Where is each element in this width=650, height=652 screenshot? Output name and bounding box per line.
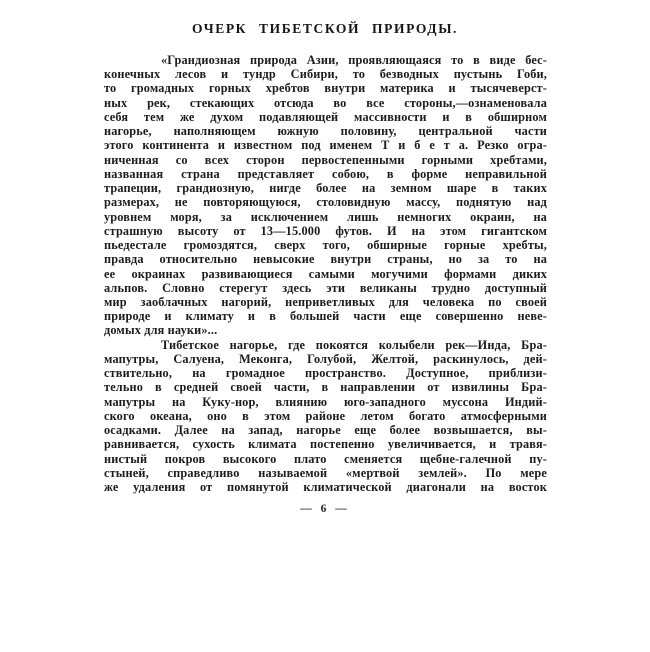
text-line: себя тем же духом подавляющей массивности и в обширном (104, 109, 547, 124)
text-line: тельно в средней своей части, в направлении от извилины Бра- (104, 380, 547, 395)
text-line: ных рек, стекающих отсюда во все стороны,—ознаменовала (104, 95, 547, 110)
text-line: уровнем моря, за исключением лишь немногих окраин, на (104, 209, 547, 224)
text-line: названная страна представляет собою, в форме неправильной (104, 166, 547, 181)
text-line: альпов. Словно стерегут здесь эти великаны трудно доступный (104, 280, 547, 295)
text-line: ниченная со всех сторон первостепенными горными хребтами, (104, 152, 547, 167)
text-line: конечных лесов и тундр Сибири, то безводных пустынь Гоби, (104, 67, 547, 82)
text-line: домых для науки»... (104, 323, 218, 338)
text-line: пьедестале громоздятся, сверх того, обширные горные хребты, (104, 238, 547, 253)
text-line: нистый покров высокого плато сменяется щебне-галечной пу- (104, 451, 547, 466)
text-line: Тибетское нагорье, где покоятся колыбели рек—Инда, Бра- (161, 337, 547, 352)
text-line: этого континента и известном под именем Т и б е т а. Резко огра- (104, 138, 547, 153)
text-line: трапеции, грандиозную, нигде более на земном шаре в таких (104, 181, 547, 196)
text-line: ствительно, на громадное пространство. Доступное, приблизи- (104, 366, 547, 381)
text-line: природе и климату и в большей части еще совершенно неве- (104, 309, 547, 324)
text-line: мапутры, Салуена, Меконга, Голубой, Желтой, раскинулось, дей- (104, 351, 547, 366)
text-line: правда относительно невысокие внутри страны, но за то на (104, 252, 547, 267)
page-body (104, 53, 547, 494)
text-line: нагорье, наполняющем южную половину, центральной части (104, 124, 547, 139)
text-line: страшную высоту от 13—15.000 футов. И на этом гигантском (104, 223, 547, 238)
text-line: осадками. Далее на запад, нагорье еще более возвышается, вы- (104, 423, 547, 438)
text-line: ее окраинах развивающиеся самыми могучими формами диких (104, 266, 547, 281)
text-line: размерах, не повторяющуюся, столовидную массу, поднятую над (104, 195, 547, 210)
page-title: ОЧЕРК ТИБЕТСКОЙ ПРИРОДЫ. (191, 21, 459, 36)
page-number: — 6 — (300, 503, 350, 515)
text-line: то громадных горных хребтов внутри материка и тысячеверст- (104, 81, 547, 96)
paragraph (104, 53, 547, 338)
text-line: мир заоблачных нагорий, неприветливых для человека по своей (104, 294, 547, 309)
paragraph (104, 338, 547, 495)
text-line: мапутры на Куку-нор, влиянию юго-западного муссона Индий- (104, 394, 547, 409)
text-line: же удаления от помянутой климатической диагонали на восток (104, 480, 547, 495)
text-line: равнивается, сухость климата постепенно увеличивается, и травя- (104, 437, 547, 452)
text-line: ского океана, оно в этом районе летом богато атмосферными (104, 408, 547, 423)
text-line: стыней, справедливо называемой «мертвой землей». По мере (104, 465, 547, 480)
text-line: «Грандиозная природа Азии, проявляющаяся то в виде бес- (161, 53, 547, 67)
